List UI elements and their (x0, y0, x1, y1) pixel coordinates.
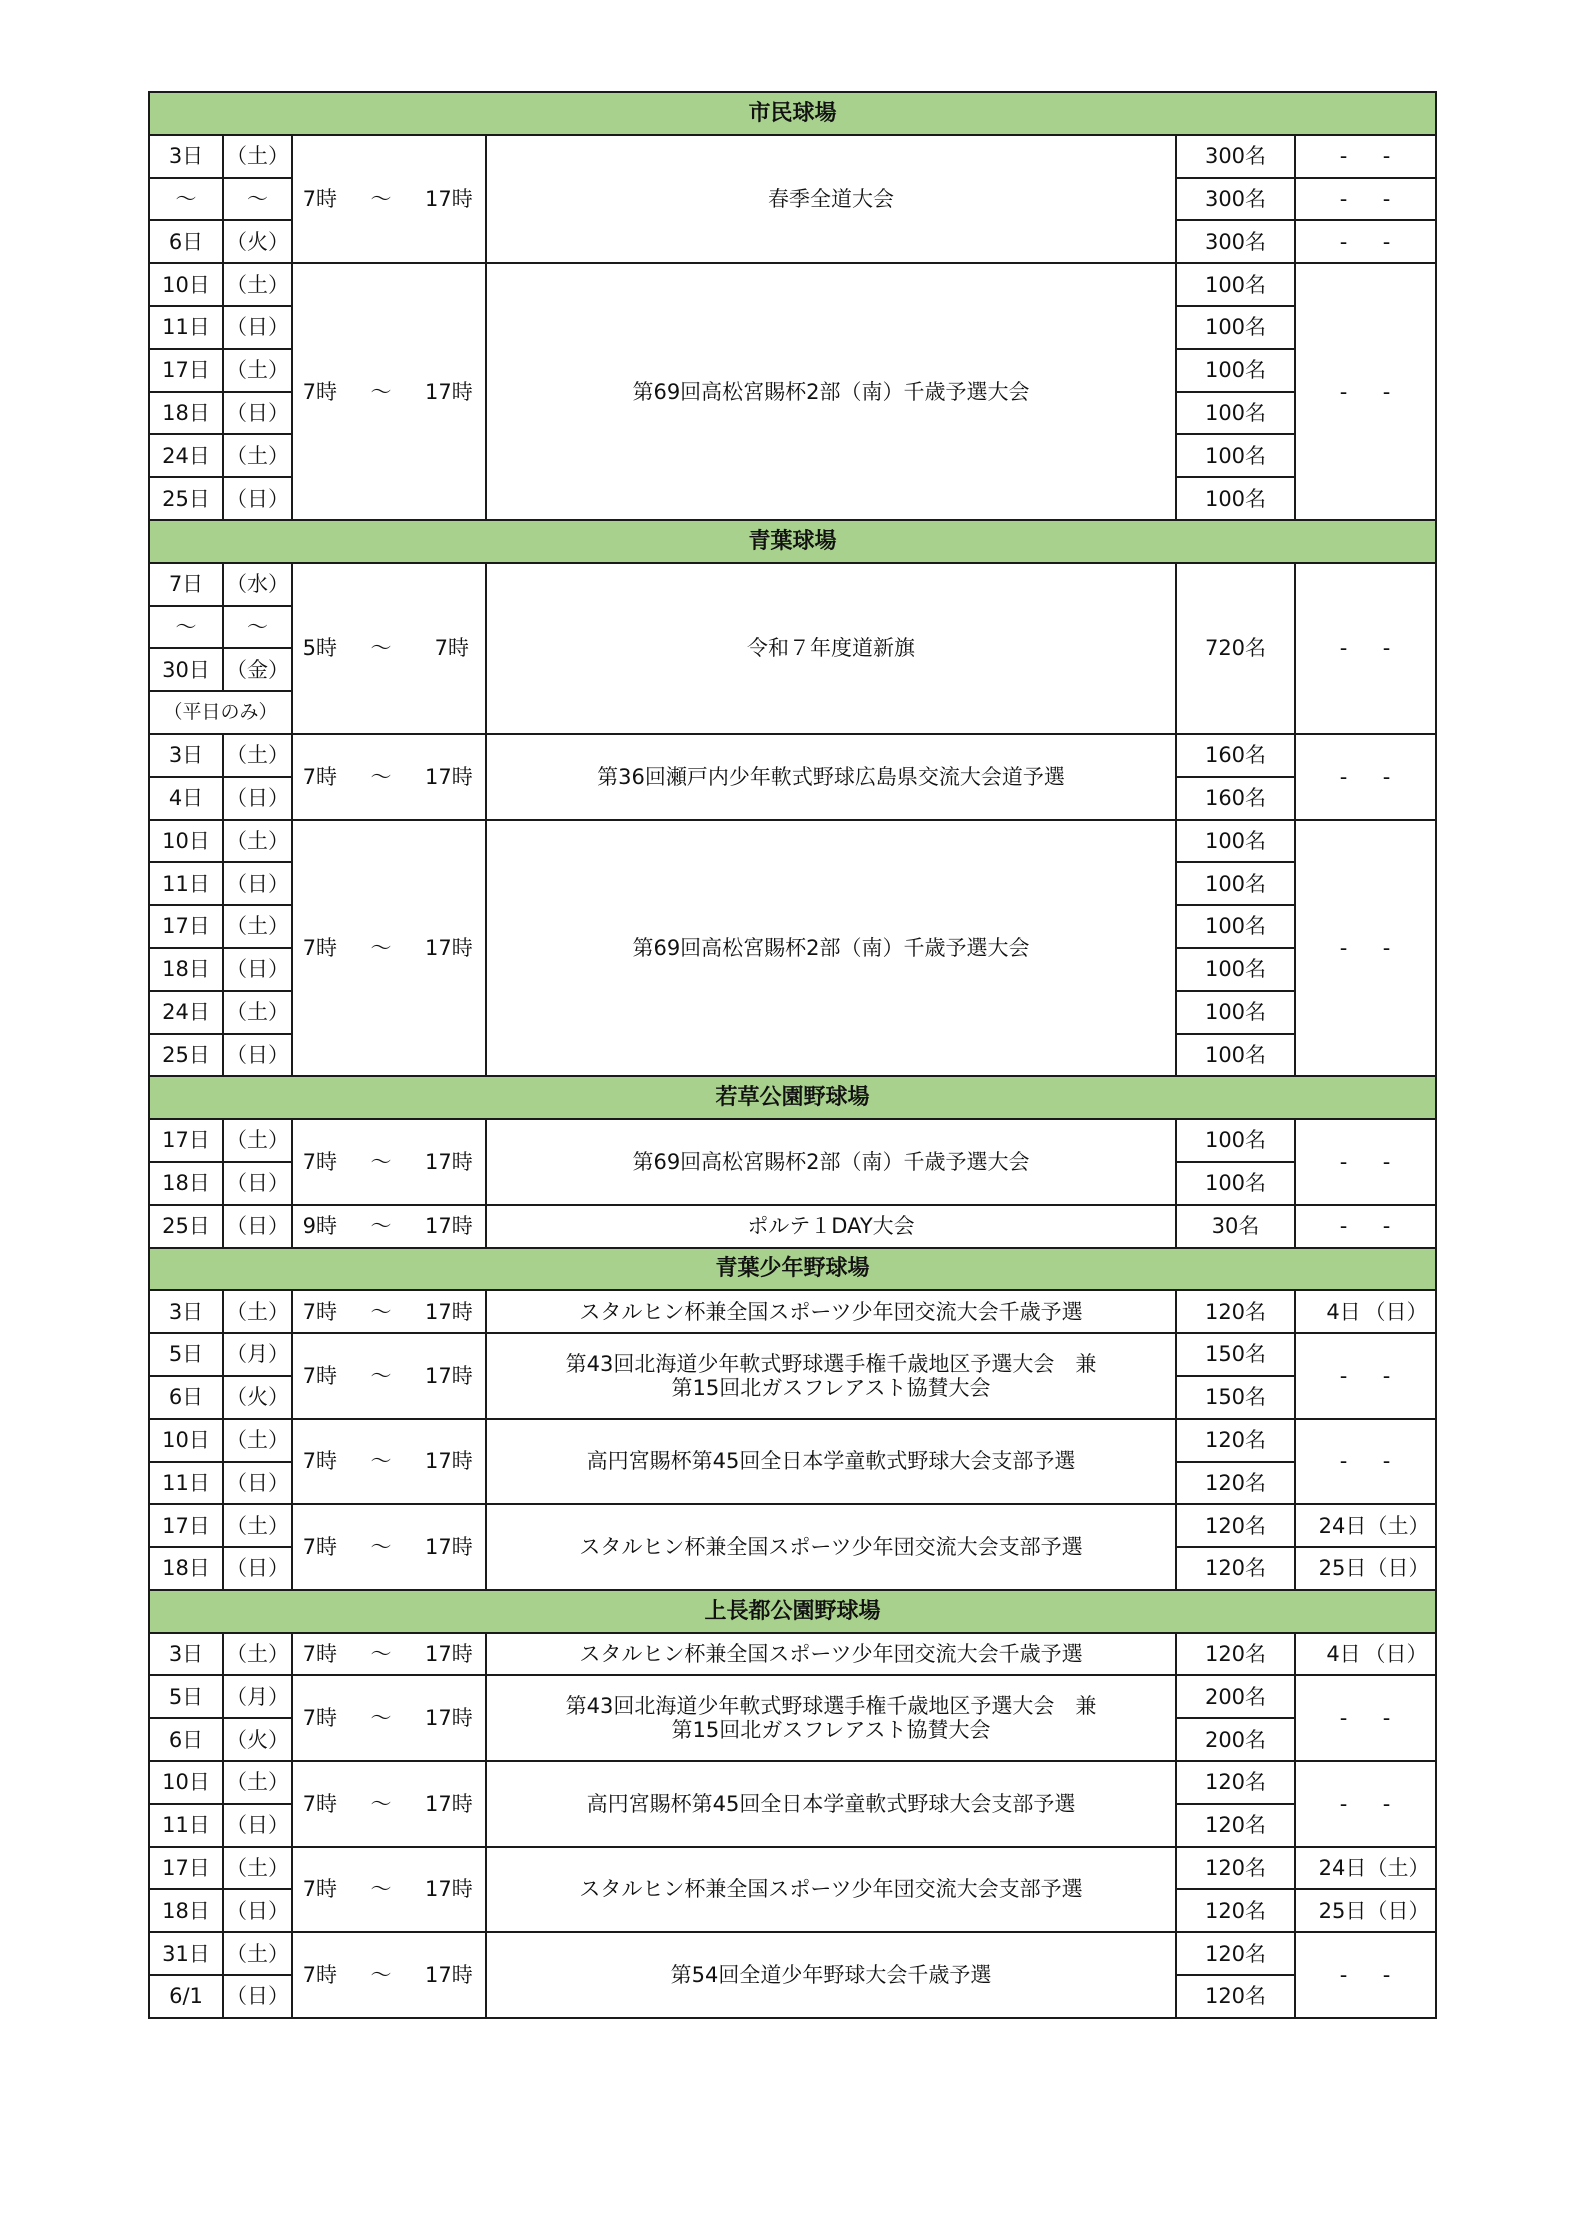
extra-date: - - (1295, 1932, 1436, 2018)
date-day: 3日 (149, 1290, 223, 1333)
extra-date: 4日 （日） (1295, 1290, 1436, 1333)
date-day: 18日 (149, 1889, 223, 1932)
capacity: 120名 (1176, 1462, 1295, 1505)
schedule-table (148, 91, 1437, 2019)
date-day: 24日 (149, 434, 223, 477)
date-day: 10日 (149, 263, 223, 306)
time-range: 7時 ～ 17時 (292, 734, 486, 820)
date-day: 30日 (149, 648, 223, 691)
date-day: 5日 (149, 1675, 223, 1718)
date-weekday: （日） (223, 1889, 292, 1932)
capacity: 120名 (1176, 1419, 1295, 1462)
capacity: 200名 (1176, 1675, 1295, 1718)
capacity: 120名 (1176, 1932, 1295, 1975)
extra-date: - - (1295, 178, 1436, 221)
capacity: 200名 (1176, 1718, 1295, 1761)
event-name: 高円宮賜杯第45回全日本学童軟式野球大会支部予選 (486, 1419, 1176, 1505)
capacity: 100名 (1176, 948, 1295, 991)
capacity: 100名 (1176, 263, 1295, 306)
capacity: 100名 (1176, 905, 1295, 948)
extra-date: - - (1295, 1761, 1436, 1847)
event-name: 第36回瀬戸内少年軟式野球広島県交流大会道予選 (486, 734, 1176, 820)
date-day: 18日 (149, 1547, 223, 1590)
date-day: 25日 (149, 477, 223, 520)
date-day: 31日 (149, 1932, 223, 1975)
extra-date: 24日（土） (1295, 1847, 1436, 1890)
capacity: 300名 (1176, 178, 1295, 221)
extra-date: - - (1295, 1205, 1436, 1248)
date-day: 18日 (149, 392, 223, 435)
extra-date: 24日（土） (1295, 1504, 1436, 1547)
date-day: 17日 (149, 905, 223, 948)
event-name: 春季全道大会 (486, 135, 1176, 263)
date-weekday: （金） (223, 648, 292, 691)
time-range: 7時 ～ 17時 (292, 1761, 486, 1847)
date-weekday: （土） (223, 820, 292, 863)
capacity: 120名 (1176, 1633, 1295, 1676)
time-range: 7時 ～ 17時 (292, 1675, 486, 1761)
date-weekday: （土） (223, 1504, 292, 1547)
date-weekday: （日） (223, 1547, 292, 1590)
extra-date: - - (1295, 1675, 1436, 1761)
date-day: 6/1 (149, 1975, 223, 2018)
capacity: 160名 (1176, 777, 1295, 820)
date-weekday: （土） (223, 1932, 292, 1975)
date-day: 11日 (149, 306, 223, 349)
date-weekday: （日） (223, 1462, 292, 1505)
capacity: 120名 (1176, 1504, 1295, 1547)
time-range: 7時 ～ 17時 (292, 1633, 486, 1676)
date-weekday: （水） (223, 563, 292, 606)
date-weekday: （日） (223, 1162, 292, 1205)
capacity: 30名 (1176, 1205, 1295, 1248)
date-day: 7日 (149, 563, 223, 606)
date-day: 25日 (149, 1205, 223, 1248)
time-range: 7時 ～ 17時 (292, 820, 486, 1077)
section-title: 青葉球場 (149, 520, 1436, 563)
date-day: 17日 (149, 349, 223, 392)
capacity: 120名 (1176, 1290, 1295, 1333)
capacity: 150名 (1176, 1333, 1295, 1376)
extra-date: - - (1295, 135, 1436, 178)
capacity: 150名 (1176, 1376, 1295, 1419)
date-day: ～ (149, 606, 223, 649)
event-name: 第69回高松宮賜杯2部（南）千歳予選大会 (486, 263, 1176, 520)
date-day: 6日 (149, 220, 223, 263)
date-weekday: （日） (223, 306, 292, 349)
event-name: 第69回高松宮賜杯2部（南）千歳予選大会 (486, 1119, 1176, 1205)
date-day: 11日 (149, 1462, 223, 1505)
date-weekday: （日） (223, 777, 292, 820)
date-day: 18日 (149, 1162, 223, 1205)
date-weekday: （土） (223, 1633, 292, 1676)
extra-date: - - (1295, 734, 1436, 820)
date-weekday: （土） (223, 349, 292, 392)
date-day: 6日 (149, 1376, 223, 1419)
date-weekday: （日） (223, 477, 292, 520)
date-day: 3日 (149, 135, 223, 178)
date-day: 11日 (149, 1804, 223, 1847)
date-weekday: ～ (223, 178, 292, 221)
date-weekday: （火） (223, 1376, 292, 1419)
time-range: 7時 ～ 17時 (292, 1290, 486, 1333)
date-weekday: （土） (223, 434, 292, 477)
date-day: 6日 (149, 1718, 223, 1761)
date-weekday: （土） (223, 1290, 292, 1333)
event-name: スタルヒン杯兼全国スポーツ少年団交流大会支部予選 (486, 1504, 1176, 1590)
event-name: スタルヒン杯兼全国スポーツ少年団交流大会支部予選 (486, 1847, 1176, 1933)
date-day: 5日 (149, 1333, 223, 1376)
date-weekday: ～ (223, 606, 292, 649)
section-title: 青葉少年野球場 (149, 1248, 1436, 1291)
extra-date: - - (1295, 263, 1436, 520)
date-weekday: （日） (223, 1034, 292, 1077)
event-name: スタルヒン杯兼全国スポーツ少年団交流大会千歳予選 (486, 1290, 1176, 1333)
date-weekday: （土） (223, 905, 292, 948)
extra-date: 25日（日） (1295, 1547, 1436, 1590)
date-weekday: （日） (223, 1975, 292, 2018)
capacity: 300名 (1176, 220, 1295, 263)
event-name: ポルテ１DAY大会 (486, 1205, 1176, 1248)
time-range: 7時 ～ 17時 (292, 1119, 486, 1205)
date-weekday: （土） (223, 1119, 292, 1162)
capacity: 720名 (1176, 563, 1295, 734)
event-name: 第54回全道少年野球大会千歳予選 (486, 1932, 1176, 2018)
capacity: 100名 (1176, 1162, 1295, 1205)
weekday-only-note: （平日のみ） (149, 691, 292, 734)
capacity: 300名 (1176, 135, 1295, 178)
capacity: 100名 (1176, 1034, 1295, 1077)
event-name: 第43回北海道少年軟式野球選手権千歳地区予選大会 兼 第15回北ガスフレアスト協賛大会 (486, 1333, 1176, 1419)
date-day: 3日 (149, 734, 223, 777)
date-day: 3日 (149, 1633, 223, 1676)
capacity: 120名 (1176, 1847, 1295, 1890)
capacity: 120名 (1176, 1889, 1295, 1932)
extra-date: 25日（日） (1295, 1889, 1436, 1932)
date-weekday: （土） (223, 734, 292, 777)
date-weekday: （土） (223, 1419, 292, 1462)
time-range: 7時 ～ 17時 (292, 1504, 486, 1590)
capacity: 120名 (1176, 1761, 1295, 1804)
date-weekday: （土） (223, 991, 292, 1034)
date-day: 11日 (149, 862, 223, 905)
date-day: 10日 (149, 1761, 223, 1804)
time-range: 7時 ～ 17時 (292, 1419, 486, 1505)
capacity: 100名 (1176, 1119, 1295, 1162)
extra-date: - - (1295, 220, 1436, 263)
date-weekday: （火） (223, 1718, 292, 1761)
date-day: 4日 (149, 777, 223, 820)
extra-date: - - (1295, 563, 1436, 734)
time-range: 5時 ～ 7時 (292, 563, 486, 734)
event-name: 第69回高松宮賜杯2部（南）千歳予選大会 (486, 820, 1176, 1077)
date-weekday: （土） (223, 1761, 292, 1804)
time-range: 7時 ～ 17時 (292, 135, 486, 263)
extra-date: 4日 （日） (1295, 1633, 1436, 1676)
capacity: 100名 (1176, 349, 1295, 392)
date-day: 24日 (149, 991, 223, 1034)
date-weekday: （日） (223, 948, 292, 991)
extra-date: - - (1295, 1119, 1436, 1205)
date-day: 10日 (149, 820, 223, 863)
date-weekday: （日） (223, 862, 292, 905)
date-weekday: （土） (223, 135, 292, 178)
event-name: 令和７年度道新旗 (486, 563, 1176, 734)
capacity: 100名 (1176, 306, 1295, 349)
capacity: 160名 (1176, 734, 1295, 777)
extra-date: - - (1295, 820, 1436, 1077)
date-weekday: （火） (223, 220, 292, 263)
capacity: 100名 (1176, 392, 1295, 435)
date-weekday: （土） (223, 263, 292, 306)
date-day: ～ (149, 178, 223, 221)
capacity: 100名 (1176, 434, 1295, 477)
extra-date: - - (1295, 1419, 1436, 1505)
event-name: 高円宮賜杯第45回全日本学童軟式野球大会支部予選 (486, 1761, 1176, 1847)
capacity: 100名 (1176, 820, 1295, 863)
capacity: 120名 (1176, 1975, 1295, 2018)
date-day: 10日 (149, 1419, 223, 1462)
capacity: 120名 (1176, 1547, 1295, 1590)
capacity: 100名 (1176, 477, 1295, 520)
date-weekday: （月） (223, 1333, 292, 1376)
section-title: 市民球場 (149, 92, 1436, 135)
date-day: 17日 (149, 1847, 223, 1890)
date-day: 17日 (149, 1119, 223, 1162)
extra-date: - - (1295, 1333, 1436, 1419)
event-name: スタルヒン杯兼全国スポーツ少年団交流大会千歳予選 (486, 1633, 1176, 1676)
date-weekday: （日） (223, 1804, 292, 1847)
time-range: 7時 ～ 17時 (292, 1932, 486, 2018)
date-weekday: （日） (223, 1205, 292, 1248)
capacity: 100名 (1176, 991, 1295, 1034)
time-range: 7時 ～ 17時 (292, 1333, 486, 1419)
date-weekday: （月） (223, 1675, 292, 1718)
time-range: 9時 ～ 17時 (292, 1205, 486, 1248)
time-range: 7時 ～ 17時 (292, 1847, 486, 1933)
date-day: 18日 (149, 948, 223, 991)
event-name: 第43回北海道少年軟式野球選手権千歳地区予選大会 兼 第15回北ガスフレアスト協賛大会 (486, 1675, 1176, 1761)
capacity: 120名 (1176, 1804, 1295, 1847)
date-day: 25日 (149, 1034, 223, 1077)
time-range: 7時 ～ 17時 (292, 263, 486, 520)
date-weekday: （日） (223, 392, 292, 435)
date-day: 17日 (149, 1504, 223, 1547)
capacity: 100名 (1176, 862, 1295, 905)
date-weekday: （土） (223, 1847, 292, 1890)
section-title: 若草公園野球場 (149, 1076, 1436, 1119)
section-title: 上長都公園野球場 (149, 1590, 1436, 1633)
